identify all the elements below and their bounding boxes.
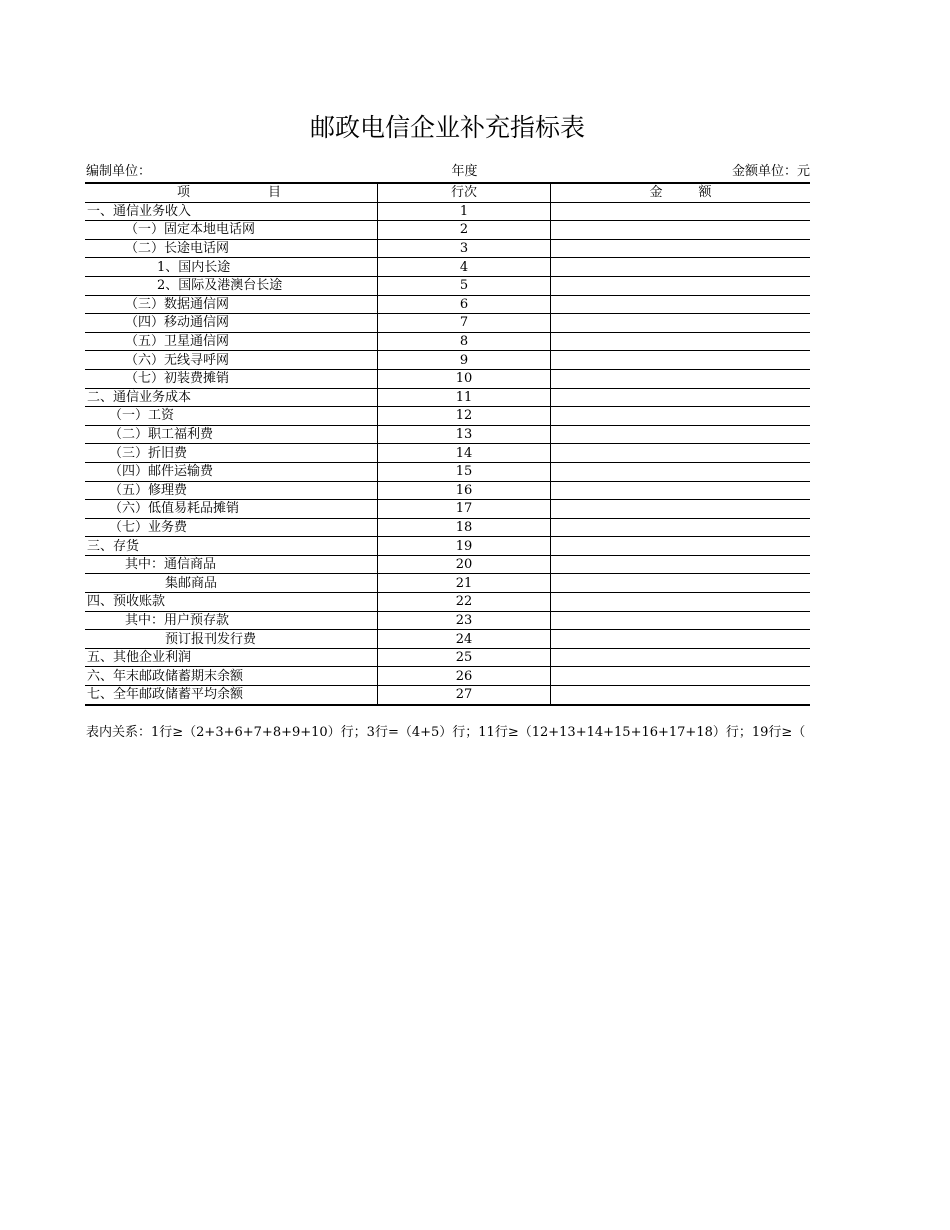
table-row (85, 444, 810, 463)
row-amount-cell[interactable] (551, 481, 811, 500)
row-amount-cell[interactable] (551, 630, 811, 649)
row-number: 24 (378, 630, 551, 649)
row-item-label: （三）数据通信网 (85, 295, 378, 314)
row-amount-cell[interactable] (551, 462, 811, 481)
header-amount-char-2: 额 (698, 185, 712, 201)
row-amount-cell[interactable] (551, 221, 811, 240)
table-row (85, 555, 810, 574)
row-number: 10 (378, 369, 551, 388)
table-row (85, 667, 810, 686)
row-amount-cell[interactable] (551, 686, 811, 705)
table-row (85, 611, 810, 630)
row-item-label: （二）职工福利费 (85, 425, 378, 444)
row-number: 2 (378, 221, 551, 240)
header-item-char-1: 项 (177, 185, 191, 201)
table-row (85, 332, 810, 351)
header-row-number: 行次 (378, 183, 551, 202)
header-item-char-2: 目 (268, 185, 282, 201)
row-item-label: 六、年末邮政储蓄期末余额 (85, 667, 378, 686)
row-number: 25 (378, 648, 551, 667)
table-row (85, 258, 810, 277)
row-amount-cell[interactable] (551, 593, 811, 612)
row-amount-cell[interactable] (551, 314, 811, 333)
table-row (85, 462, 810, 481)
row-item-label: 2、国际及港澳台长途 (85, 276, 378, 295)
row-amount-cell[interactable] (551, 332, 811, 351)
currency-unit-label: 金额单位：元 (731, 164, 810, 179)
row-number: 21 (378, 574, 551, 593)
row-number: 3 (378, 239, 551, 258)
row-item-label: （七）业务费 (85, 518, 378, 537)
header-amount (551, 183, 811, 202)
row-number: 9 (378, 351, 551, 370)
row-amount-cell[interactable] (551, 611, 811, 630)
table-row (85, 500, 810, 519)
row-amount-cell[interactable] (551, 667, 811, 686)
table-row (85, 314, 810, 333)
row-amount-cell[interactable] (551, 425, 811, 444)
row-amount-cell[interactable] (551, 276, 811, 295)
row-number: 19 (378, 537, 551, 556)
row-item-label: 四、预收账款 (85, 593, 378, 612)
row-number: 13 (378, 425, 551, 444)
row-number: 5 (378, 276, 551, 295)
row-item-label: 1、国内长途 (85, 258, 378, 277)
row-item-label: 一、通信业务收入 (85, 202, 378, 221)
row-item-label: 预订报刊发行费 (85, 630, 378, 649)
row-number: 4 (378, 258, 551, 277)
table-row (85, 630, 810, 649)
table-row (85, 239, 810, 258)
row-amount-cell[interactable] (551, 202, 811, 221)
row-number: 11 (378, 388, 551, 407)
row-number: 12 (378, 407, 551, 426)
table-row (85, 369, 810, 388)
table-row (85, 388, 810, 407)
row-item-label: （一）固定本地电话网 (85, 221, 378, 240)
row-number: 22 (378, 593, 551, 612)
header-amount-char-1: 金 (649, 185, 663, 201)
row-amount-cell[interactable] (551, 518, 811, 537)
row-item-label: 其中：用户预存款 (85, 611, 378, 630)
row-amount-cell[interactable] (551, 500, 811, 519)
row-item-label: 五、其他企业利润 (85, 648, 378, 667)
row-item-label: （一）工资 (85, 407, 378, 426)
row-amount-cell[interactable] (551, 648, 811, 667)
header-item (85, 183, 378, 202)
row-number: 6 (378, 295, 551, 314)
row-item-label: （二）长途电话网 (85, 239, 378, 258)
row-item-label: （五）修理费 (85, 481, 378, 500)
table-row (85, 574, 810, 593)
row-amount-cell[interactable] (551, 388, 811, 407)
row-number: 26 (378, 667, 551, 686)
table-row (85, 221, 810, 240)
row-amount-cell[interactable] (551, 258, 811, 277)
table-row (85, 276, 810, 295)
row-number: 16 (378, 481, 551, 500)
row-amount-cell[interactable] (551, 444, 811, 463)
row-amount-cell[interactable] (551, 369, 811, 388)
row-item-label: 三、存货 (85, 537, 378, 556)
row-item-label: 七、全年邮政储蓄平均余额 (85, 686, 378, 705)
table-row (85, 481, 810, 500)
table-row (85, 351, 810, 370)
indicator-table (85, 182, 810, 706)
row-number: 15 (378, 462, 551, 481)
compiling-unit-label: 编制单位： (86, 164, 152, 179)
row-number: 7 (378, 314, 551, 333)
row-item-label: （六）无线寻呼网 (85, 351, 378, 370)
page-title: 邮政电信企业补充指标表 (309, 113, 585, 142)
row-number: 1 (378, 202, 551, 221)
table-row (85, 686, 810, 705)
row-amount-cell[interactable] (551, 239, 811, 258)
row-amount-cell[interactable] (551, 537, 811, 556)
row-item-label: 其中：通信商品 (85, 555, 378, 574)
table-row (85, 425, 810, 444)
row-amount-cell[interactable] (551, 574, 811, 593)
row-item-label: 二、通信业务成本 (85, 388, 378, 407)
row-number: 23 (378, 611, 551, 630)
row-item-label: （七）初装费摊销 (85, 369, 378, 388)
row-item-label: （四）邮件运输费 (85, 462, 378, 481)
row-item-label: （四）移动通信网 (85, 314, 378, 333)
row-amount-cell[interactable] (551, 555, 811, 574)
row-number: 14 (378, 444, 551, 463)
row-item-label: （三）折旧费 (85, 444, 378, 463)
table-row (85, 202, 810, 221)
table-row (85, 648, 810, 667)
table-row (85, 518, 810, 537)
table-row (85, 407, 810, 426)
row-number: 18 (378, 518, 551, 537)
year-label: 年度 (451, 164, 478, 179)
table-row (85, 537, 810, 556)
table-row (85, 593, 810, 612)
row-amount-cell[interactable] (551, 351, 811, 370)
table-row (85, 295, 810, 314)
table-relationship-note: 表内关系：1行≥（2+3+6+7+8+9+10）行；3行=（4+5）行；11行≥（12+13+14+15+16+17+18）行；19行≥（ (86, 725, 806, 740)
row-number: 27 (378, 686, 551, 705)
row-item-label: 集邮商品 (85, 574, 378, 593)
row-item-label: （六）低值易耗品摊销 (85, 500, 378, 519)
row-amount-cell[interactable] (551, 407, 811, 426)
table-header-row (85, 183, 810, 202)
row-number: 17 (378, 500, 551, 519)
row-number: 8 (378, 332, 551, 351)
row-item-label: （五）卫星通信网 (85, 332, 378, 351)
row-amount-cell[interactable] (551, 295, 811, 314)
row-number: 20 (378, 555, 551, 574)
